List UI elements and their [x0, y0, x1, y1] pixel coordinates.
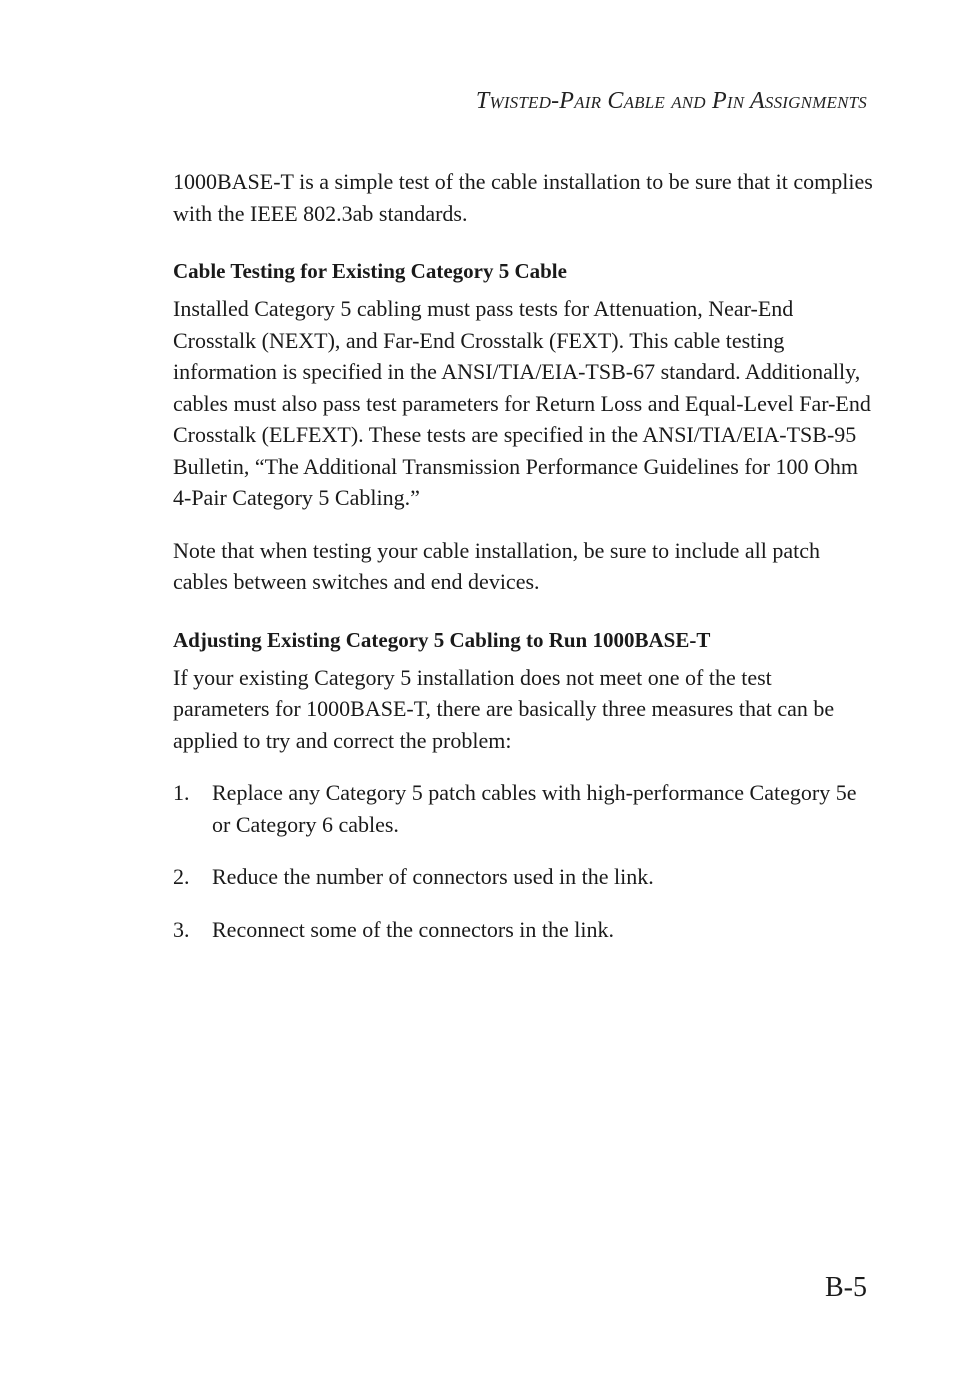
page-body — [173, 166, 873, 966]
section-heading-cable-testing: Cable Testing for Existing Category 5 Cable — [173, 259, 567, 283]
list-item — [173, 777, 873, 840]
cable-testing-paragraph: Installed Category 5 cabling must pass tests for Attenuation, Near-End Crosstalk (NEXT), and Far-End Crosstalk (FEXT). This cable testing information is specified in the ANSI/TIA/EIA-TSB-67 standard. Additionally, cables must also pass test parameters for Return Loss and Equal-Level Far-End Crosstalk (ELFEXT). These tests are specified in the ANSI/TIA/EIA-TSB-95 Bulletin, “The Additional Transmission Performance Guidelines for 100 Ohm 4-Pair Category 5 Cabling.” — [173, 296, 871, 510]
adjusting-paragraph: If your existing Category 5 installation does not meet one of the test parameters for 1000BASE-T, there are basically three measures that can be applied to try and correct the problem: — [173, 664, 835, 753]
section-heading-adjusting: Adjusting Existing Category 5 Cabling to Run 1000BASE-T — [173, 627, 711, 652]
list-item — [173, 914, 873, 946]
list-item — [173, 861, 873, 893]
list-item-number: 3. — [173, 916, 190, 942]
intro-paragraph: 1000BASE-T is a simple test of the cable installation to be sure that it complies with the IEEE 802.3ab standards. — [173, 169, 873, 226]
list-item-text: Reconnect some of the connectors in the link. — [212, 916, 614, 942]
list-item-text: Replace any Category 5 patch cables with high-performance Category 5e or Category 6 cables. — [212, 780, 857, 837]
list-item-number: 2. — [173, 864, 190, 889]
list-item-number: 1. — [173, 780, 190, 805]
page-number: B-5 — [825, 1272, 867, 1303]
note-paragraph: Note that when testing your cable installation, be sure to include all patch cables between switches and end devices. — [173, 537, 820, 594]
running-header: Twisted-Pair Cable and Pin Assignments — [475, 88, 867, 114]
list-item-text: Reduce the number of connectors used in the link. — [212, 864, 654, 889]
measures-list — [173, 777, 873, 945]
